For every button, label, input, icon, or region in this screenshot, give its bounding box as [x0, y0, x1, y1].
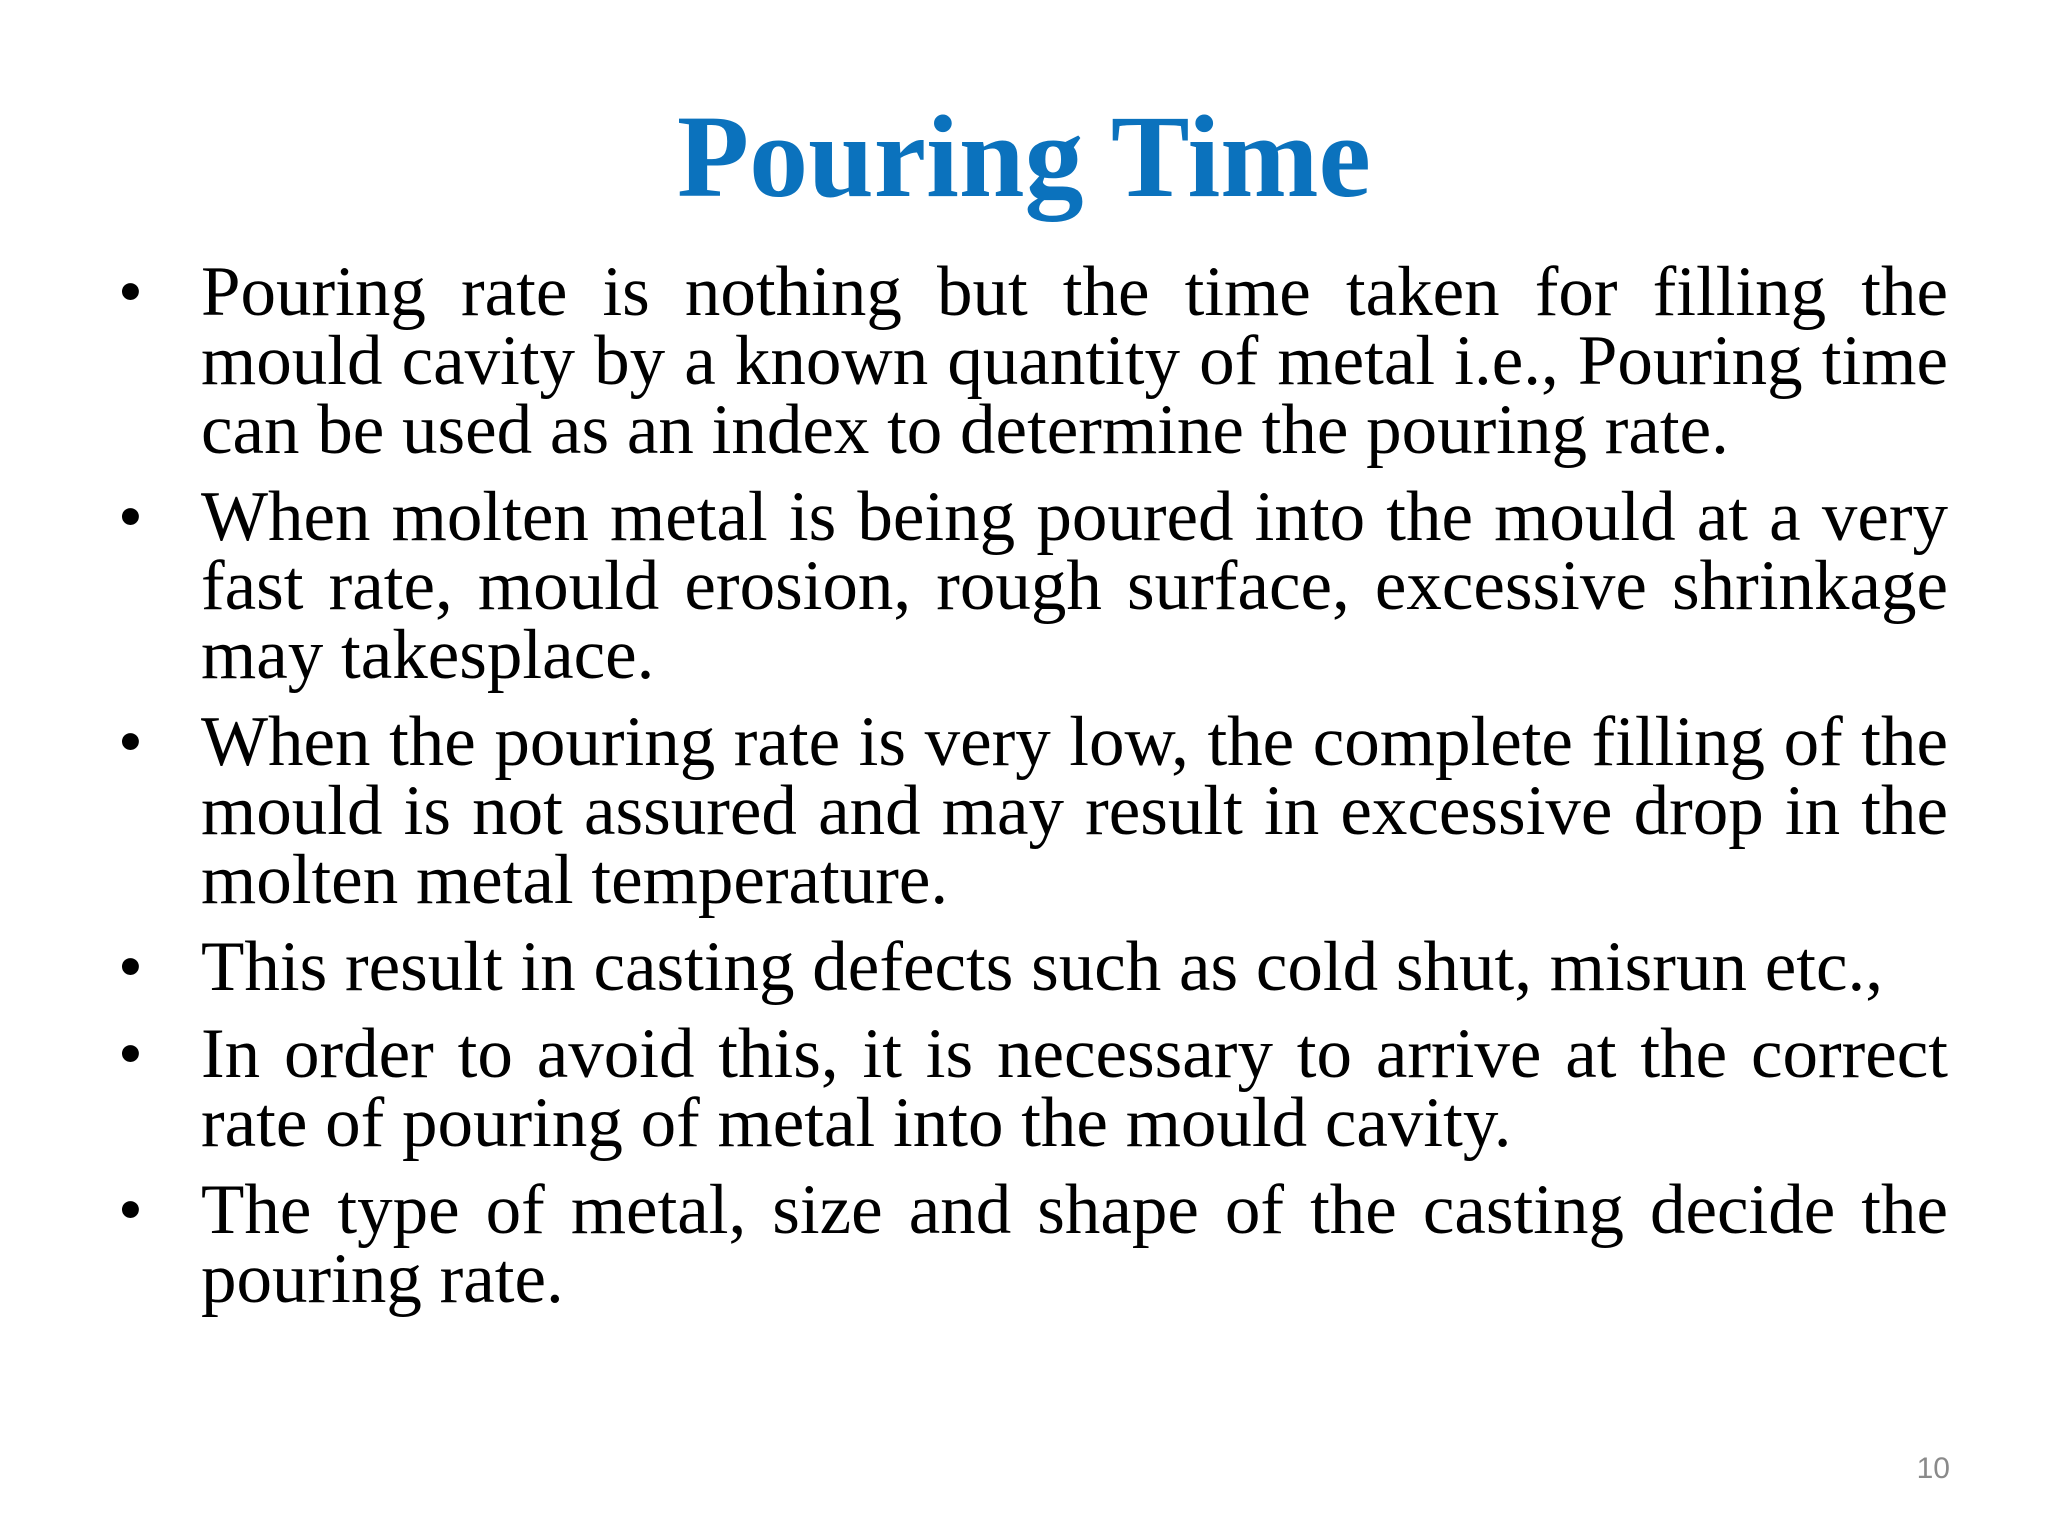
page-number: 10 — [1916, 1452, 1950, 1485]
bullet-text: The type of metal, size and shape of the casting decide the pouring rate. — [201, 1171, 1948, 1318]
bullet-item — [118, 1015, 1948, 1162]
bullet-text: Pouring rate is nothing but the time taken for filling the mould cavity by a known quantity of metal i.e., Pouring time can be used as an index to determine the pouring rate. — [201, 253, 1948, 469]
bullet-icon: • — [118, 928, 143, 1006]
bullet-list — [118, 253, 1948, 1332]
bullet-item — [118, 928, 1948, 1006]
bullet-item — [118, 703, 1948, 919]
bullet-text: In order to avoid this, it is necessary to arrive at the correct rate of pouring of metal into the mould cavity. — [201, 1015, 1948, 1162]
bullet-item — [118, 253, 1948, 469]
bullet-icon: • — [118, 253, 143, 331]
slide-title: Pouring Time — [677, 91, 1371, 222]
bullet-icon: • — [118, 1171, 143, 1249]
bullet-text: When molten metal is being poured into the mould at a very fast rate, mould erosion, rough surface, excessive shrinkage may takesplace. — [201, 478, 1948, 694]
bullet-text: When the pouring rate is very low, the complete filling of the mould is not assured and may result in excessive drop in the molten metal temperature. — [201, 703, 1948, 919]
bullet-icon: • — [118, 703, 143, 781]
bullet-item — [118, 1171, 1948, 1318]
bullet-icon: • — [118, 478, 143, 556]
bullet-item — [118, 478, 1948, 694]
bullet-text: This result in casting defects such as cold shut, misrun etc., — [201, 928, 1883, 1006]
bullet-icon: • — [118, 1015, 143, 1093]
